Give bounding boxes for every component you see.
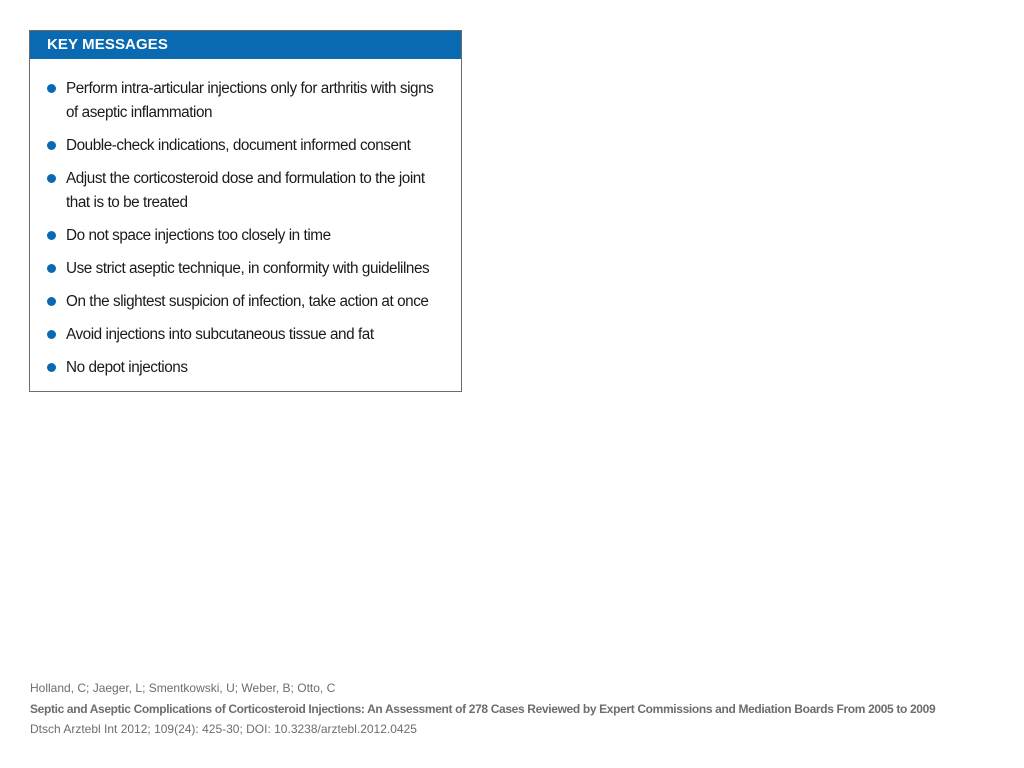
list-item-text: On the slightest suspicion of infection, take action at once bbox=[66, 293, 429, 310]
list-item bbox=[47, 323, 445, 347]
citation-source: Dtsch Arztebl Int 2012; 109(24): 425-30; DOI: 10.3238/arztebl.2012.0425 bbox=[30, 722, 417, 736]
bullet-icon bbox=[47, 231, 56, 240]
list-item bbox=[47, 134, 445, 158]
citation bbox=[30, 678, 935, 740]
bullet-icon bbox=[47, 363, 56, 372]
list-item-text: Use strict aseptic technique, in conformity with guidelilnes bbox=[66, 260, 430, 277]
list-item bbox=[47, 356, 445, 380]
list-item bbox=[47, 257, 445, 281]
bullet-icon bbox=[47, 297, 56, 306]
key-messages-header: KEY MESSAGES bbox=[30, 31, 461, 59]
list-item-text: Perform intra-articular injections only for arthritis with signs of aseptic inflammation bbox=[66, 80, 434, 121]
citation-authors: Holland, C; Jaeger, L; Smentkowski, U; Weber, B; Otto, C bbox=[30, 681, 336, 695]
bullet-icon bbox=[47, 174, 56, 183]
list-item-text: Adjust the corticosteroid dose and formulation to the joint that is to be treated bbox=[66, 170, 425, 211]
bullet-icon bbox=[47, 84, 56, 93]
bullet-icon bbox=[47, 330, 56, 339]
list-item-text: Do not space injections too closely in time bbox=[66, 227, 331, 244]
key-messages-list bbox=[30, 59, 461, 380]
bullet-icon bbox=[47, 141, 56, 150]
list-item-text: Double-check indications, document informed consent bbox=[66, 137, 411, 154]
list-item-text: No depot injections bbox=[66, 359, 188, 376]
list-item bbox=[47, 290, 445, 314]
key-messages-box bbox=[29, 30, 462, 392]
list-item bbox=[47, 167, 445, 215]
list-item bbox=[47, 77, 445, 125]
bullet-icon bbox=[47, 264, 56, 273]
citation-title: Septic and Aseptic Complications of Corticosteroid Injections: An Assessment of 278 Cases Reviewed by Expert Commissions and Mediation Boards From 2005 to 2009 bbox=[30, 701, 936, 716]
list-item bbox=[47, 224, 445, 248]
list-item-text: Avoid injections into subcutaneous tissue and fat bbox=[66, 326, 374, 343]
